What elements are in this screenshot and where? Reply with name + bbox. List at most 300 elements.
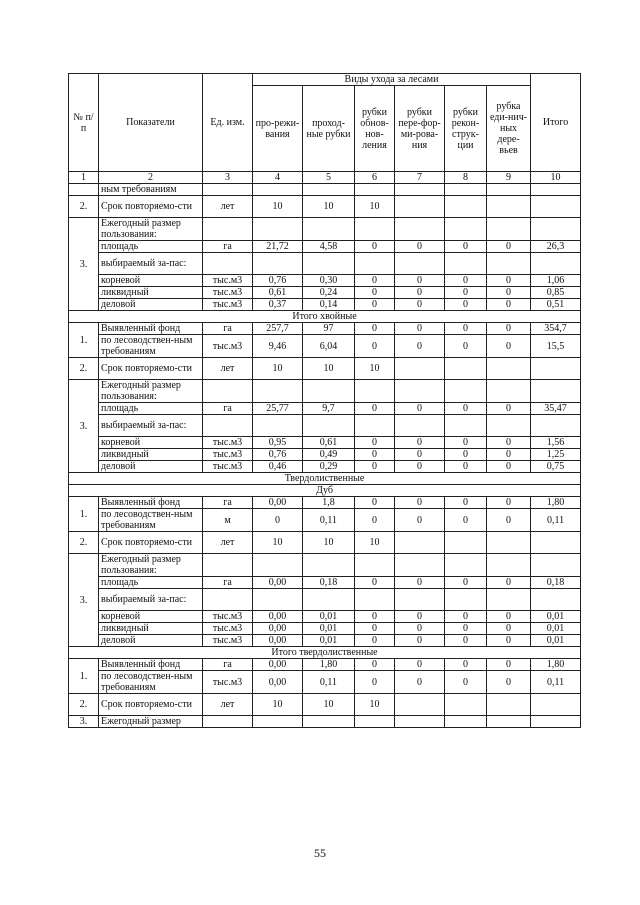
- empty-cell: [395, 184, 445, 196]
- section-title: Дуб: [69, 485, 581, 497]
- value-cell: [487, 218, 531, 241]
- value-cell: 10: [253, 532, 303, 554]
- unit-cell: [203, 716, 253, 728]
- unit-cell: лет: [203, 532, 253, 554]
- value-cell: 0: [445, 509, 487, 532]
- value-cell: 0: [487, 623, 531, 635]
- value-cell: 0,01: [303, 611, 355, 623]
- value-cell: 0: [487, 287, 531, 299]
- table-row: [69, 253, 581, 275]
- value-cell: 0,00: [253, 623, 303, 635]
- value-cell: 4,58: [303, 241, 355, 253]
- total-cell: [531, 532, 581, 554]
- header-type-3: рубки обнов-нов-ления: [355, 86, 395, 172]
- total-cell: 0,01: [531, 623, 581, 635]
- table-row: [69, 577, 581, 589]
- col-num: 5: [303, 172, 355, 184]
- value-cell: 0,00: [253, 671, 303, 694]
- indicator-label: площадь: [99, 577, 203, 589]
- unit-cell: [203, 589, 253, 611]
- value-cell: 0,24: [303, 287, 355, 299]
- value-cell: [487, 196, 531, 218]
- row-number: 3.: [69, 380, 99, 473]
- section-row: [69, 647, 581, 659]
- indicator-label: Выявленный фонд: [99, 323, 203, 335]
- value-cell: 0: [487, 437, 531, 449]
- value-cell: 25,77: [253, 403, 303, 415]
- table-row: [69, 611, 581, 623]
- value-cell: 0,00: [253, 635, 303, 647]
- table-row: [69, 335, 581, 358]
- value-cell: 0: [355, 577, 395, 589]
- value-cell: 0: [487, 299, 531, 311]
- total-cell: 26,3: [531, 241, 581, 253]
- value-cell: 0: [487, 611, 531, 623]
- header-group: Виды ухода за лесами: [253, 74, 531, 86]
- value-cell: 0,11: [303, 671, 355, 694]
- value-cell: 0,01: [303, 635, 355, 647]
- col-num: 6: [355, 172, 395, 184]
- indicator-label: по лесоводствен-ным требованиям: [99, 335, 203, 358]
- unit-cell: тыс.м3: [203, 299, 253, 311]
- value-cell: 0: [445, 275, 487, 287]
- value-cell: [487, 716, 531, 728]
- unit-cell: тыс.м3: [203, 335, 253, 358]
- value-cell: [445, 589, 487, 611]
- value-cell: [355, 589, 395, 611]
- indicator-label: деловой: [99, 635, 203, 647]
- value-cell: 0: [395, 403, 445, 415]
- row-number: 1.: [69, 659, 99, 694]
- total-cell: [531, 554, 581, 577]
- value-cell: 0: [487, 635, 531, 647]
- indicator-label: Срок повторяемо-сти: [99, 358, 203, 380]
- value-cell: 0,76: [253, 449, 303, 461]
- total-cell: 0,18: [531, 577, 581, 589]
- unit-cell: тыс.м3: [203, 287, 253, 299]
- total-cell: 1,56: [531, 437, 581, 449]
- value-cell: 0: [355, 437, 395, 449]
- value-cell: [395, 694, 445, 716]
- value-cell: [253, 380, 303, 403]
- empty-cell: [445, 184, 487, 196]
- row-number: 2.: [69, 358, 99, 380]
- value-cell: 0,49: [303, 449, 355, 461]
- header-type-5: рубки рекон-струк-ции: [445, 86, 487, 172]
- col-num: 1: [69, 172, 99, 184]
- value-cell: 0: [487, 403, 531, 415]
- value-cell: 97: [303, 323, 355, 335]
- value-cell: 0: [395, 287, 445, 299]
- value-cell: 10: [303, 196, 355, 218]
- row-number: [69, 184, 99, 196]
- total-cell: [531, 716, 581, 728]
- value-cell: 0: [445, 449, 487, 461]
- value-cell: [355, 554, 395, 577]
- header-type-2: проход-ные рубки: [303, 86, 355, 172]
- value-cell: [445, 358, 487, 380]
- indicator-label: деловой: [99, 299, 203, 311]
- total-cell: [531, 358, 581, 380]
- value-cell: 21,72: [253, 241, 303, 253]
- table-row: [69, 323, 581, 335]
- value-cell: [355, 218, 395, 241]
- value-cell: 0: [445, 623, 487, 635]
- indicator-label: Ежегодный размер пользования:: [99, 218, 203, 241]
- value-cell: 0,46: [253, 461, 303, 473]
- unit-cell: тыс.м3: [203, 461, 253, 473]
- section-row: [69, 473, 581, 485]
- row-number: 3.: [69, 716, 99, 728]
- table-row: [69, 287, 581, 299]
- value-cell: 0,30: [303, 275, 355, 287]
- table-row: [69, 497, 581, 509]
- unit-cell: тыс.м3: [203, 275, 253, 287]
- section-title: Твердолиственные: [69, 473, 581, 485]
- value-cell: [445, 218, 487, 241]
- value-cell: 0: [395, 623, 445, 635]
- table-row: [69, 623, 581, 635]
- value-cell: [355, 253, 395, 275]
- value-cell: 0: [355, 287, 395, 299]
- value-cell: 0: [395, 509, 445, 532]
- total-cell: 35,47: [531, 403, 581, 415]
- unit-cell: лет: [203, 694, 253, 716]
- value-cell: [487, 694, 531, 716]
- value-cell: [303, 380, 355, 403]
- value-cell: [303, 218, 355, 241]
- indicator-label: корневой: [99, 611, 203, 623]
- value-cell: [395, 380, 445, 403]
- value-cell: [253, 589, 303, 611]
- value-cell: 0,95: [253, 437, 303, 449]
- empty-cell: [355, 184, 395, 196]
- indicator-label: Ежегодный размер пользования:: [99, 380, 203, 403]
- value-cell: 0: [487, 449, 531, 461]
- row-number: 1.: [69, 497, 99, 532]
- value-cell: 0: [487, 577, 531, 589]
- col-num: 7: [395, 172, 445, 184]
- total-cell: [531, 196, 581, 218]
- table-row: [69, 241, 581, 253]
- value-cell: [445, 253, 487, 275]
- value-cell: 0: [395, 449, 445, 461]
- col-num: 4: [253, 172, 303, 184]
- page-number: 55: [314, 846, 326, 860]
- col-num: 9: [487, 172, 531, 184]
- empty-cell: [303, 184, 355, 196]
- col-num: 8: [445, 172, 487, 184]
- table-row: [69, 449, 581, 461]
- value-cell: 10: [355, 196, 395, 218]
- indicator-label: Ежегодный размер пользования:: [99, 554, 203, 577]
- total-cell: [531, 589, 581, 611]
- header-unit: Ед. изм.: [203, 74, 253, 172]
- value-cell: 0: [395, 437, 445, 449]
- table-row: [69, 671, 581, 694]
- table-row: [69, 184, 581, 196]
- forest-care-table: [68, 73, 581, 728]
- total-cell: 0,51: [531, 299, 581, 311]
- indicator-label: по лесоводствен-ным требованиям: [99, 509, 203, 532]
- col-num: 2: [99, 172, 203, 184]
- value-cell: 1,80: [303, 659, 355, 671]
- value-cell: 0,11: [303, 509, 355, 532]
- table-row: [69, 659, 581, 671]
- total-cell: [531, 218, 581, 241]
- value-cell: 0: [355, 461, 395, 473]
- value-cell: 0: [487, 497, 531, 509]
- unit-cell: тыс.м3: [203, 437, 253, 449]
- value-cell: 0,14: [303, 299, 355, 311]
- value-cell: 0: [395, 241, 445, 253]
- total-cell: [531, 380, 581, 403]
- indicator-label: деловой: [99, 461, 203, 473]
- value-cell: 10: [253, 358, 303, 380]
- value-cell: 0,18: [303, 577, 355, 589]
- value-cell: 0: [355, 299, 395, 311]
- value-cell: [253, 554, 303, 577]
- table-body: [69, 74, 581, 728]
- unit-cell: тыс.м3: [203, 623, 253, 635]
- value-cell: 0: [445, 299, 487, 311]
- value-cell: [395, 554, 445, 577]
- value-cell: 0: [487, 461, 531, 473]
- table-row: [69, 403, 581, 415]
- table-row: [69, 415, 581, 437]
- indicator-label: ным требованиям: [99, 184, 203, 196]
- value-cell: 0: [253, 509, 303, 532]
- indicator-label: Ежегодный размер: [99, 716, 203, 728]
- value-cell: 0,29: [303, 461, 355, 473]
- value-cell: 0: [395, 659, 445, 671]
- row-number: 3.: [69, 554, 99, 647]
- value-cell: [487, 532, 531, 554]
- total-cell: 0,11: [531, 509, 581, 532]
- value-cell: [395, 358, 445, 380]
- row-number: 2.: [69, 196, 99, 218]
- value-cell: 10: [355, 694, 395, 716]
- value-cell: 10: [355, 532, 395, 554]
- unit-cell: тыс.м3: [203, 635, 253, 647]
- column-number-row: [69, 172, 581, 184]
- table-row: [69, 635, 581, 647]
- table-row: [69, 509, 581, 532]
- value-cell: 0: [487, 509, 531, 532]
- empty-cell: [203, 184, 253, 196]
- value-cell: 0: [487, 671, 531, 694]
- value-cell: [303, 554, 355, 577]
- unit-cell: тыс.м3: [203, 449, 253, 461]
- value-cell: 10: [303, 532, 355, 554]
- value-cell: 0: [355, 449, 395, 461]
- value-cell: 0: [395, 577, 445, 589]
- value-cell: [253, 218, 303, 241]
- indicator-label: Выявленный фонд: [99, 497, 203, 509]
- indicator-label: ликвидный: [99, 449, 203, 461]
- total-cell: 1,25: [531, 449, 581, 461]
- unit-cell: га: [203, 497, 253, 509]
- row-number: 3.: [69, 218, 99, 311]
- header-type-6: рубка еди-нич-ных дере-вьев: [487, 86, 531, 172]
- value-cell: 0,61: [303, 437, 355, 449]
- value-cell: [487, 554, 531, 577]
- col-num: 3: [203, 172, 253, 184]
- unit-cell: лет: [203, 196, 253, 218]
- value-cell: [487, 589, 531, 611]
- value-cell: 0,01: [303, 623, 355, 635]
- table-row: [69, 299, 581, 311]
- value-cell: [303, 589, 355, 611]
- indicator-label: корневой: [99, 275, 203, 287]
- value-cell: 0: [355, 659, 395, 671]
- value-cell: 0,00: [253, 659, 303, 671]
- value-cell: 0: [445, 437, 487, 449]
- unit-cell: [203, 415, 253, 437]
- total-cell: [531, 694, 581, 716]
- value-cell: 0: [445, 461, 487, 473]
- value-cell: [487, 358, 531, 380]
- value-cell: [487, 253, 531, 275]
- table-row: [69, 589, 581, 611]
- unit-cell: тыс.м3: [203, 611, 253, 623]
- table-row: [69, 554, 581, 577]
- value-cell: [355, 716, 395, 728]
- value-cell: [395, 253, 445, 275]
- header-total: Итого: [531, 74, 581, 172]
- table-row: [69, 694, 581, 716]
- empty-cell: [531, 184, 581, 196]
- value-cell: 0,00: [253, 577, 303, 589]
- value-cell: 0: [355, 335, 395, 358]
- indicator-label: ликвидный: [99, 623, 203, 635]
- value-cell: 10: [253, 196, 303, 218]
- value-cell: [487, 380, 531, 403]
- value-cell: 0: [487, 275, 531, 287]
- unit-cell: га: [203, 403, 253, 415]
- section-title: Итого хвойные: [69, 311, 581, 323]
- value-cell: 0: [445, 635, 487, 647]
- value-cell: 0: [445, 611, 487, 623]
- unit-cell: га: [203, 241, 253, 253]
- total-cell: 354,7: [531, 323, 581, 335]
- value-cell: 0: [487, 659, 531, 671]
- value-cell: 0: [445, 403, 487, 415]
- value-cell: 0: [395, 611, 445, 623]
- value-cell: [395, 716, 445, 728]
- unit-cell: [203, 380, 253, 403]
- unit-cell: тыс.м3: [203, 671, 253, 694]
- table-row: [69, 218, 581, 241]
- value-cell: 0: [445, 323, 487, 335]
- value-cell: [445, 415, 487, 437]
- value-cell: [253, 716, 303, 728]
- header-type-1: про-режи-вания: [253, 86, 303, 172]
- table-row: [69, 716, 581, 728]
- total-cell: 0,01: [531, 635, 581, 647]
- value-cell: 0: [395, 461, 445, 473]
- total-cell: 0,75: [531, 461, 581, 473]
- row-number: 1.: [69, 323, 99, 358]
- unit-cell: га: [203, 659, 253, 671]
- value-cell: 0: [355, 323, 395, 335]
- total-cell: 0,85: [531, 287, 581, 299]
- value-cell: 0,76: [253, 275, 303, 287]
- value-cell: 0: [445, 577, 487, 589]
- indicator-label: корневой: [99, 437, 203, 449]
- value-cell: [445, 196, 487, 218]
- indicator-label: выбираемый за-пас:: [99, 589, 203, 611]
- value-cell: 0,37: [253, 299, 303, 311]
- value-cell: [303, 415, 355, 437]
- table-row: [69, 437, 581, 449]
- value-cell: [355, 380, 395, 403]
- value-cell: 0: [355, 611, 395, 623]
- indicator-label: Выявленный фонд: [99, 659, 203, 671]
- section-row: [69, 311, 581, 323]
- header-type-4: рубки пере-фор-ми-рова-ния: [395, 86, 445, 172]
- value-cell: [395, 415, 445, 437]
- row-number: 2.: [69, 532, 99, 554]
- indicator-label: Срок повторяемо-сти: [99, 694, 203, 716]
- value-cell: 0: [445, 287, 487, 299]
- value-cell: [355, 415, 395, 437]
- value-cell: 0: [395, 323, 445, 335]
- total-cell: 0,01: [531, 611, 581, 623]
- unit-cell: [203, 554, 253, 577]
- empty-cell: [253, 184, 303, 196]
- unit-cell: га: [203, 577, 253, 589]
- value-cell: [395, 532, 445, 554]
- unit-cell: [203, 253, 253, 275]
- value-cell: 0: [395, 635, 445, 647]
- total-cell: 15,5: [531, 335, 581, 358]
- value-cell: 0,00: [253, 497, 303, 509]
- value-cell: 0: [355, 241, 395, 253]
- total-cell: [531, 253, 581, 275]
- value-cell: [445, 694, 487, 716]
- table-row: [69, 461, 581, 473]
- value-cell: 0: [355, 275, 395, 287]
- value-cell: 6,04: [303, 335, 355, 358]
- value-cell: 10: [355, 358, 395, 380]
- col-num: 10: [531, 172, 581, 184]
- unit-cell: [203, 218, 253, 241]
- section-title: Итого твердолиственные: [69, 647, 581, 659]
- table-row: [69, 275, 581, 287]
- indicator-label: ликвидный: [99, 287, 203, 299]
- value-cell: 0: [487, 241, 531, 253]
- value-cell: 10: [303, 358, 355, 380]
- value-cell: 10: [253, 694, 303, 716]
- row-number: 2.: [69, 694, 99, 716]
- value-cell: 0: [395, 275, 445, 287]
- empty-cell: [487, 184, 531, 196]
- value-cell: [445, 554, 487, 577]
- value-cell: 0: [487, 335, 531, 358]
- value-cell: 257,7: [253, 323, 303, 335]
- value-cell: 0: [355, 509, 395, 532]
- indicator-label: Срок повторяемо-сти: [99, 532, 203, 554]
- value-cell: [253, 253, 303, 275]
- table-row: [69, 196, 581, 218]
- value-cell: 0: [445, 241, 487, 253]
- value-cell: 0: [355, 497, 395, 509]
- value-cell: 0,00: [253, 611, 303, 623]
- value-cell: [303, 253, 355, 275]
- total-cell: 1,06: [531, 275, 581, 287]
- value-cell: [445, 716, 487, 728]
